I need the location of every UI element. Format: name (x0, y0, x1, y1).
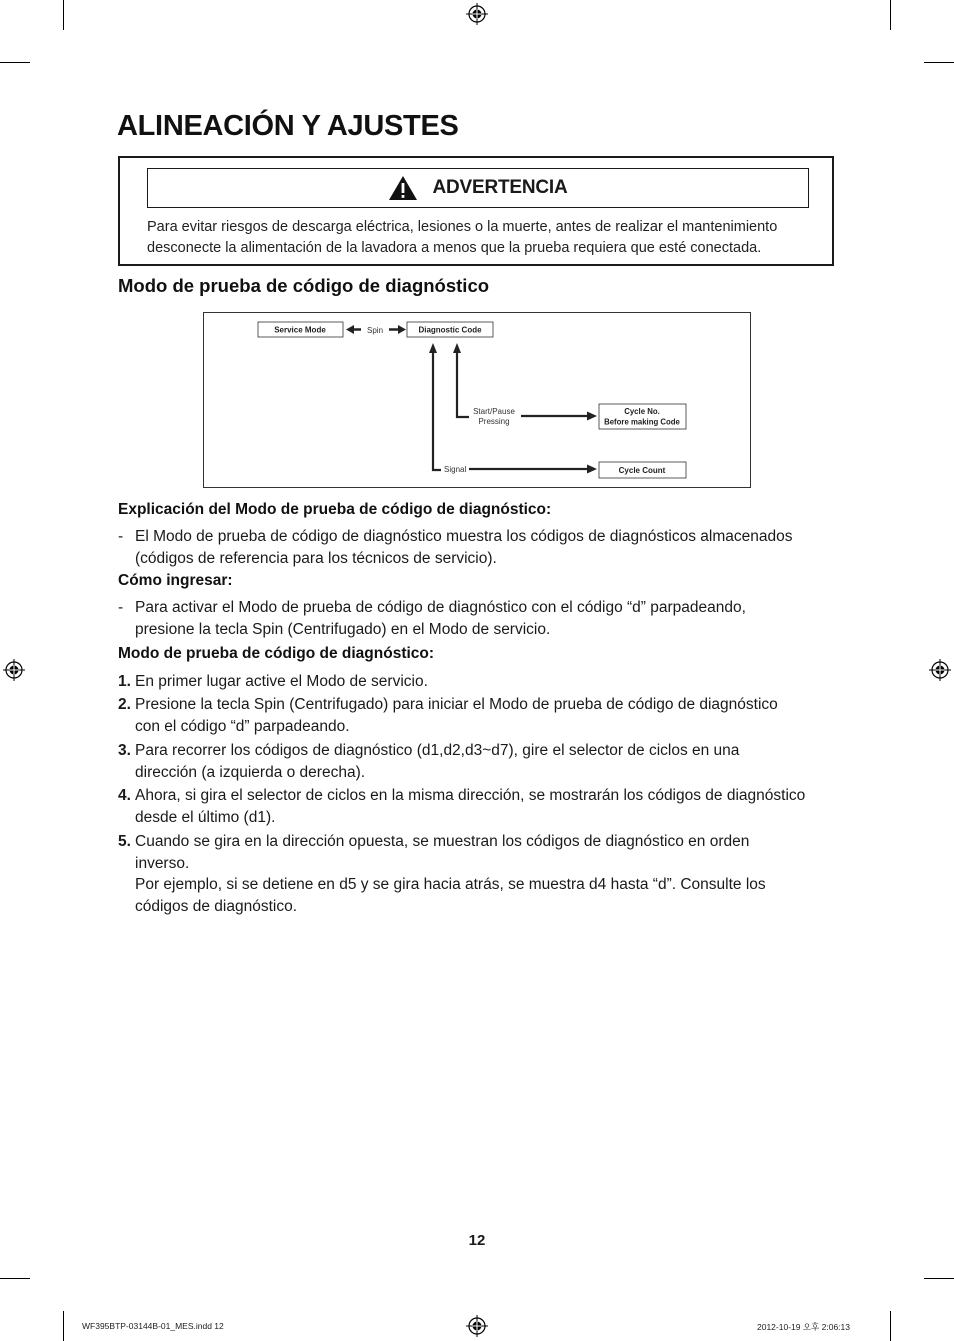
step-line: desde el último (d1). (135, 808, 276, 826)
diagnostic-flow-diagram (203, 312, 751, 488)
crop-mark (63, 1311, 64, 1341)
diagram-frame (204, 313, 751, 488)
step-item (118, 740, 840, 783)
registration-mark-icon (466, 1315, 488, 1337)
step-line: dirección (a izquierda o derecha). (135, 763, 366, 781)
bullet-line: presione la tecla Spin (Centrifugado) en el Modo de servicio. (135, 621, 551, 638)
arrowhead (453, 343, 461, 353)
crop-mark (924, 62, 954, 63)
signal-label: Signal (444, 465, 467, 474)
cycle-no-label: Cycle No. (624, 407, 660, 416)
registration-mark-icon (3, 659, 25, 681)
step-line: Cuando se gira en la dirección opuesta, se muestran los códigos de diagnóstico en orden (135, 833, 750, 850)
warning-line: Para evitar riesgos de descarga eléctrica, lesiones o la muerte, antes de realizar el mantenimiento (147, 219, 778, 235)
crop-mark (0, 1278, 30, 1279)
step-number: 4. (118, 787, 131, 804)
arrowhead (429, 343, 437, 353)
step-item (118, 694, 840, 737)
crop-mark (890, 1311, 891, 1341)
start-pause-label: Pressing (478, 417, 510, 426)
cycle-no-label: Before making Code (604, 417, 680, 427)
arrowhead (587, 412, 597, 421)
start-pause-line (457, 352, 469, 417)
crop-mark (63, 0, 64, 30)
footer-file: WF395BTP-03144B-01_MES.indd 12 (82, 1321, 224, 1331)
cycle-count-label: Cycle Count (618, 466, 666, 475)
crop-mark (890, 0, 891, 30)
step-item (118, 785, 840, 828)
step-line: Presione la tecla Spin (Centrifugado) para iniciar el Modo de prueba de código de diagnóstico (135, 696, 778, 713)
signal-line (433, 352, 441, 470)
step-number: 2. (118, 696, 131, 713)
warning-box (118, 156, 834, 266)
step-number: 1. (118, 673, 131, 690)
step-line: con el código “d” parpadeando. (135, 717, 350, 735)
step-item (118, 671, 840, 693)
bullet-line: (códigos de referencia para los técnicos de servicio). (135, 550, 497, 567)
diagnostic-code-label: Diagnostic Code (418, 325, 482, 335)
warning-line: desconecte la alimentación de la lavadora a menos que la prueba requiera que esté conectada. (147, 240, 762, 256)
warning-text (147, 217, 817, 259)
mode-heading: Modo de prueba de código de diagnóstico: (118, 645, 435, 662)
arrowhead (398, 325, 406, 334)
explanation-bullet (118, 526, 838, 570)
step-number: 3. (118, 742, 131, 759)
step-line: inverso. (135, 854, 190, 872)
page-number: 12 (468, 1232, 486, 1249)
bullet-dash: - (118, 599, 124, 616)
registration-mark-icon (466, 3, 488, 25)
bullet-line: El Modo de prueba de código de diagnóstico muestra los códigos de diagnósticos almacenados (135, 528, 793, 545)
arrowhead (587, 465, 597, 474)
warning-header (147, 168, 809, 208)
bullet-line: Para activar el Modo de prueba de código de diagnóstico con el código “d” parpadeando, (135, 599, 746, 616)
step-line: Por ejemplo, si se detiene en d5 y se gira hacia atrás, se muestra d4 hasta “d”. Consulte los (135, 876, 766, 893)
crop-mark (0, 62, 30, 63)
crop-mark (924, 1278, 954, 1279)
explanation-heading: Explicación del Modo de prueba de código de diagnóstico: (118, 501, 552, 518)
footer-date: 2012-10-19 오후 2:06:13 (757, 1322, 850, 1332)
step-item (118, 831, 840, 917)
bullet-dash: - (118, 528, 124, 545)
step-line: En primer lugar active el Modo de servicio. (135, 673, 428, 690)
step-line: Ahora, si gira el selector de ciclos en la misma dirección, se mostrarán los códigos de diagnóstico (135, 787, 806, 804)
page-title: ALINEACIÓN Y AJUSTES (117, 110, 459, 142)
warning-triangle-icon (388, 175, 418, 201)
registration-mark-icon (929, 659, 951, 681)
start-pause-label: Start/Pause (473, 407, 515, 416)
warning-title: ADVERTENCIA (432, 177, 568, 198)
section-title: Modo de prueba de código de diagnóstico (118, 275, 490, 296)
step-number: 5. (118, 833, 131, 850)
spin-label: Spin (367, 326, 384, 335)
service-mode-label: Service Mode (274, 325, 326, 335)
step-line: códigos de diagnóstico. (135, 897, 298, 915)
how-to-heading: Cómo ingresar: (118, 572, 233, 589)
step-line: Para recorrer los códigos de diagnóstico (d1,d2,d3~d7), gire el selector de ciclos en una (135, 742, 740, 759)
how-to-bullet (118, 597, 838, 641)
arrowhead (346, 325, 354, 334)
